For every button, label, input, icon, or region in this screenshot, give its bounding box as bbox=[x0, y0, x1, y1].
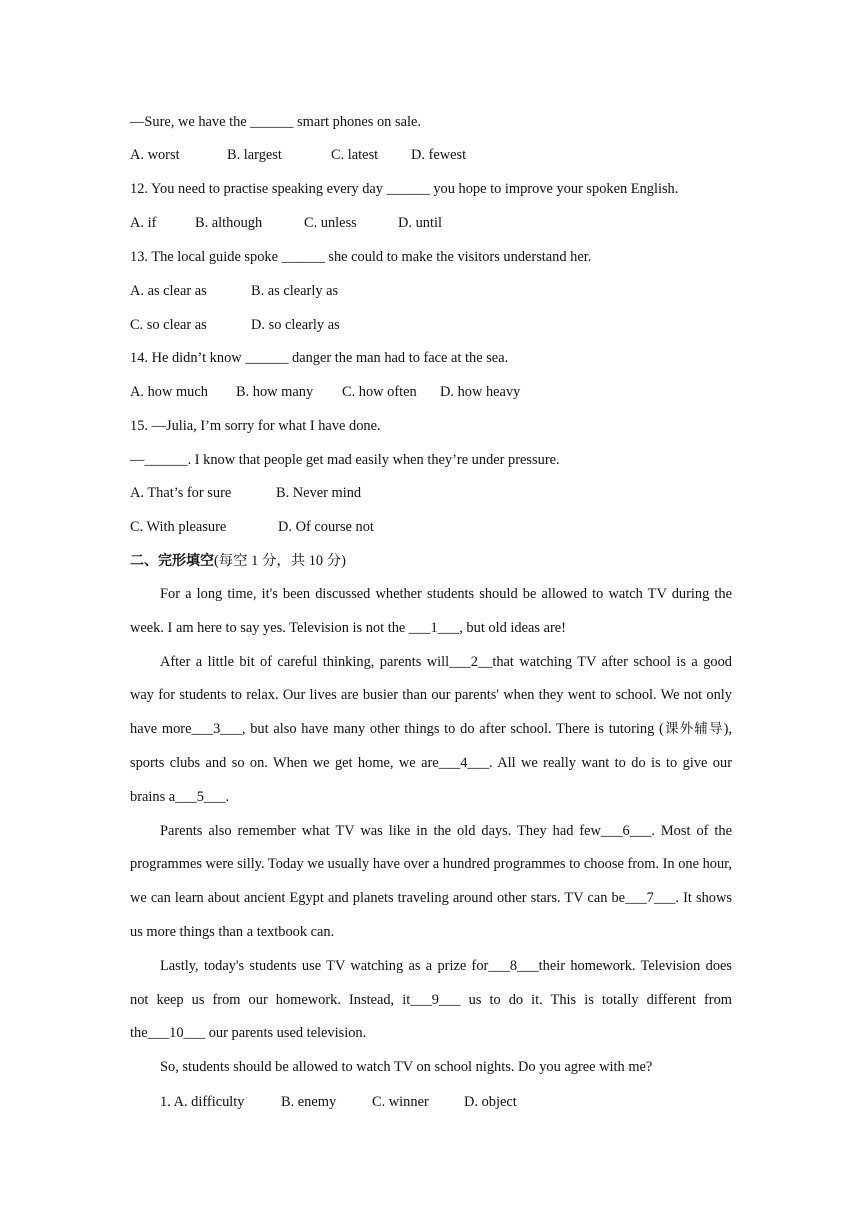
option-a: 1. A. difficulty bbox=[160, 1094, 245, 1110]
question-15-response: —______. I know that people get mad easily when they’re under pressure. bbox=[130, 452, 560, 468]
question-12: 12. You need to practise speaking every day ______ you hope to improve your spoken English. bbox=[130, 181, 679, 197]
option-a: A. as clear as bbox=[130, 283, 207, 299]
option-d: D. how heavy bbox=[440, 384, 521, 400]
section-title: 二、完形填空 bbox=[130, 553, 214, 569]
option-c: C. unless bbox=[304, 215, 357, 231]
option-c: C. winner bbox=[372, 1094, 429, 1110]
question-13: 13. The local guide spoke ______ she could to make the visitors understand her. bbox=[130, 249, 592, 265]
option-b: B. how many bbox=[236, 384, 314, 400]
option-c: C. how often bbox=[342, 384, 417, 400]
cloze-paragraph-4: Lastly, today's students use TV watching as a prize for___8___their homework. Television does not keep us from our homework. Instead, it___9___ us to do it. This is totally different from the___10___ our parents used television. bbox=[130, 957, 732, 1042]
paragraph-2-text-a: After a little bit of careful thinking, parents will___2__that watching TV after school is a good way for students to relax. Our lives are busier than our parents' when they went to school. We not only have more___3___, but also have many other things to do after school. There is tutoring ( bbox=[130, 653, 732, 738]
option-d: D. so clearly as bbox=[251, 317, 340, 333]
option-b: B. largest bbox=[227, 147, 282, 163]
option-d: D. fewest bbox=[411, 147, 467, 163]
paragraph-2-text-b: ), sports clubs and so on. When we get home, we are___4___. All we really want to do is to give our brains a___5___. bbox=[130, 721, 732, 805]
option-d: D. Of course not bbox=[278, 519, 374, 535]
cloze-paragraph-1: For a long time, it's been discussed whether students should be allowed to watch TV during the week. I am here to say yes. Television is not the ___1___, but old ideas are! bbox=[130, 586, 732, 636]
option-d: D. until bbox=[398, 215, 442, 231]
question-14: 14. He didn’t know ______ danger the man had to face at the sea. bbox=[130, 350, 509, 366]
option-a: A. how much bbox=[130, 384, 208, 400]
cloze-paragraph-5: So, students should be allowed to watch TV on school nights. Do you agree with me? bbox=[160, 1059, 653, 1076]
option-b: B. as clearly as bbox=[251, 283, 339, 299]
question-11-answer-line: —Sure, we have the ______ smart phones on sale. bbox=[130, 114, 421, 130]
cloze-passage bbox=[130, 578, 732, 1085]
section-heading-cloze bbox=[130, 551, 346, 571]
option-a: A. if bbox=[130, 215, 157, 231]
option-c: C. With pleasure bbox=[130, 519, 227, 535]
option-a: A. That’s for sure bbox=[130, 485, 232, 501]
option-a: A. worst bbox=[130, 147, 180, 163]
question-15: 15. —Julia, I’m sorry for what I have done. bbox=[130, 418, 381, 434]
option-b: B. although bbox=[195, 215, 263, 231]
paragraph-2-chinese-gloss: 课外辅导 bbox=[663, 721, 724, 738]
option-b: B. Never mind bbox=[276, 485, 362, 501]
option-d: D. object bbox=[464, 1094, 517, 1110]
option-c: C. so clear as bbox=[130, 317, 207, 333]
section-scoring: (每空 1 分，共 10 分) bbox=[214, 553, 346, 569]
cloze-paragraph-2 bbox=[130, 646, 732, 815]
cloze-paragraph-3: Parents also remember what TV was like in the old days. They had few___6___. Most of the programmes were silly. Today we usually have over a hundred programmes to choose from. In one hour, we can learn about ancient Egypt and planets traveling around other stars. TV can be___7___. It shows us more things than a textbook can. bbox=[130, 822, 732, 940]
option-b: B. enemy bbox=[281, 1094, 337, 1110]
option-c: C. latest bbox=[331, 147, 379, 163]
